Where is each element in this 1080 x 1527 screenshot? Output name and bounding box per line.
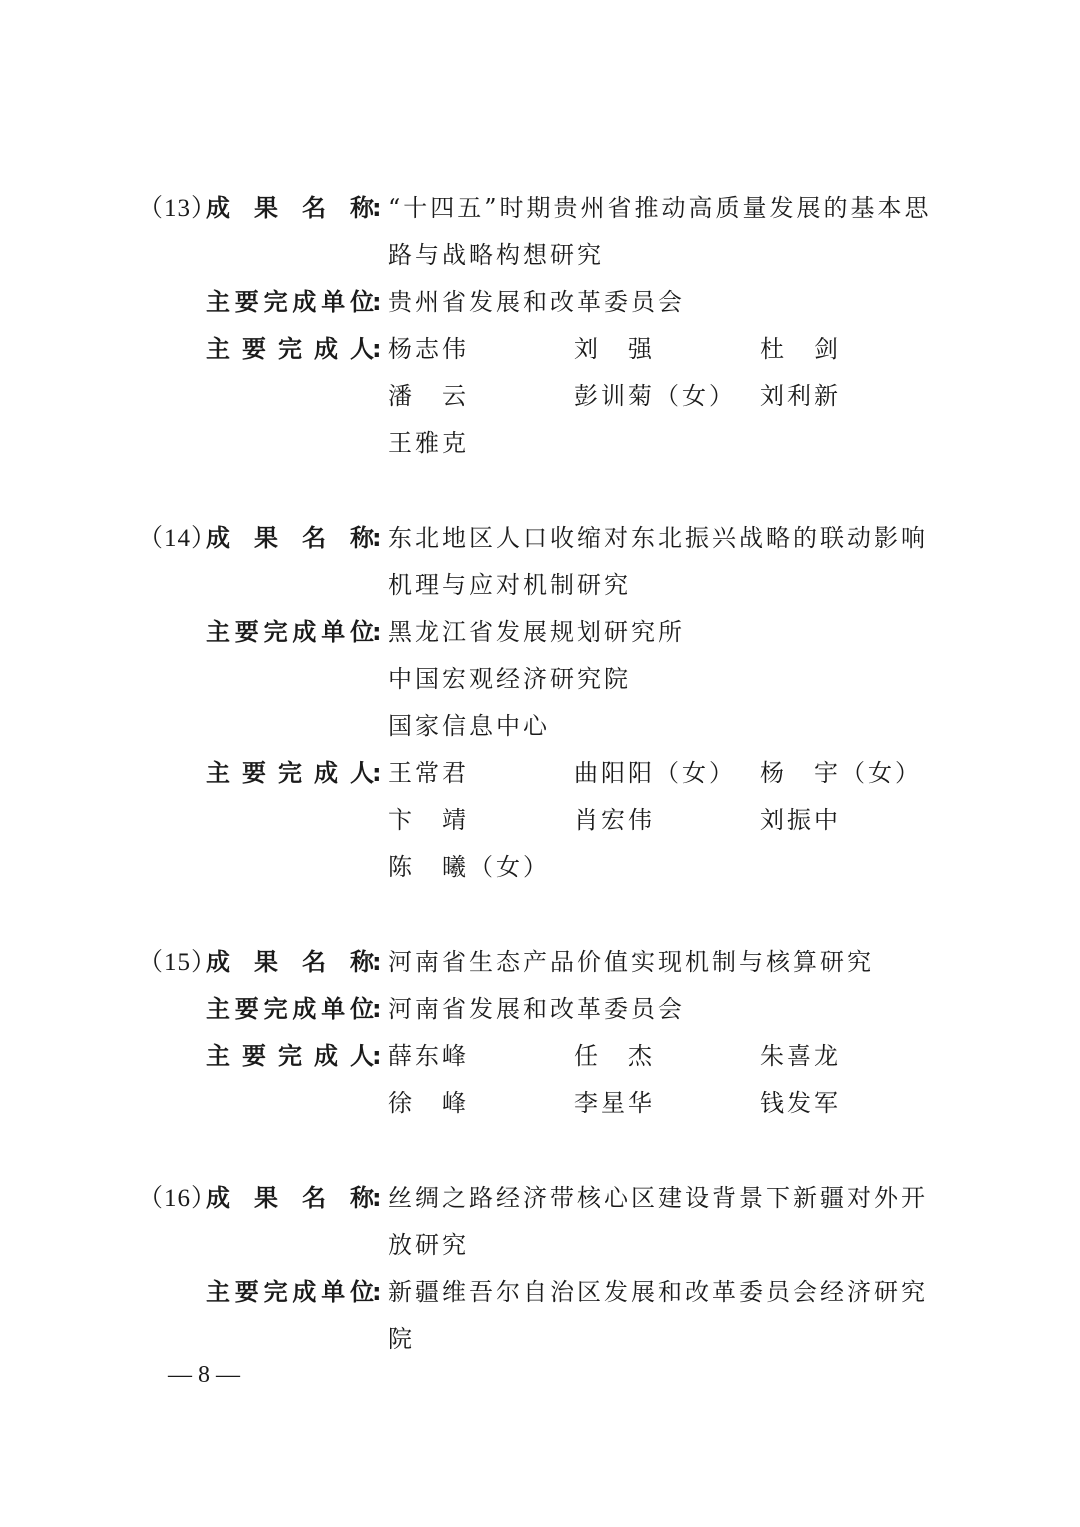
name-label: 成果名称 [206, 524, 374, 552]
colon: : [372, 995, 382, 1023]
unit-label: 主要完成单位 [206, 995, 374, 1023]
person-name: 薛东峰 [388, 1042, 469, 1070]
unit-name: 国家信息中心 [388, 712, 550, 740]
person-name: 李星华 [574, 1089, 655, 1117]
name-label: 成果名称 [206, 1184, 374, 1212]
person-name: 潘 云 [388, 382, 469, 410]
entry-number: （15） [138, 949, 218, 976]
person-name: 杜 剑 [760, 335, 841, 363]
colon: : [372, 948, 382, 976]
person-name: 刘振中 [760, 806, 841, 834]
colon: : [372, 618, 382, 646]
achievement-name: 东北地区人口收缩对东北振兴战略的联动影响机理与应对机制研究 [388, 524, 928, 599]
unit-label: 主要完成单位 [206, 288, 374, 316]
achievement-name: “十四五”时期贵州省推动高质量发展的基本思路与战略构想研究 [388, 194, 932, 269]
person-name: 曲阳阳（女） [574, 759, 736, 787]
unit-name: 中国宏观经济研究院 [388, 665, 631, 693]
people-row [0, 1033, 1080, 1080]
unit-name: 贵州省发展和改革委员会 [388, 288, 685, 316]
colon: : [372, 759, 382, 787]
person-name: 卞 靖 [388, 806, 469, 834]
colon: : [372, 1184, 382, 1212]
unit-name: 黑龙江省发展规划研究所 [388, 618, 685, 646]
people-row [0, 373, 1080, 420]
entry-number: （14） [138, 525, 218, 552]
name-label: 成果名称 [206, 948, 374, 976]
unit-label: 主要完成单位 [206, 618, 374, 646]
people-row [0, 750, 1080, 797]
achievement-name: 河南省生态产品价值实现机制与核算研究 [388, 948, 874, 976]
person-name: 徐 峰 [388, 1089, 469, 1117]
person-name: 王雅克 [388, 429, 469, 457]
entry-number: （16） [138, 1185, 218, 1212]
unit-name: 新疆维吾尔自治区发展和改革委员会经济研究院 [388, 1278, 928, 1353]
person-name: 杨 宇（女） [760, 759, 922, 787]
person-name: 陈 曦（女） [388, 853, 550, 881]
person-name: 肖宏伟 [574, 806, 655, 834]
person-name: 杨志伟 [388, 335, 469, 363]
people-row [0, 797, 1080, 844]
colon: : [372, 335, 382, 363]
person-name: 刘 强 [574, 335, 655, 363]
people-row [0, 326, 1080, 373]
person-name: 刘利新 [760, 382, 841, 410]
entry-number: （13） [138, 195, 218, 222]
people-row [0, 1080, 1080, 1127]
page-number: — 8 — [168, 1362, 240, 1388]
colon: : [372, 1278, 382, 1306]
name-label: 成果名称 [206, 194, 374, 222]
person-name: 朱喜龙 [760, 1042, 841, 1070]
person-name: 任 杰 [574, 1042, 655, 1070]
person-name: 王常君 [388, 759, 469, 787]
colon: : [372, 524, 382, 552]
person-label: 主要完成人 [206, 759, 374, 787]
people-row [0, 844, 1080, 891]
unit-name: 河南省发展和改革委员会 [388, 995, 685, 1023]
people-row [0, 420, 1080, 467]
person-name: 彭训菊（女） [574, 382, 736, 410]
colon: : [372, 194, 382, 222]
person-name: 钱发军 [760, 1089, 841, 1117]
person-label: 主要完成人 [206, 1042, 374, 1070]
colon: : [372, 288, 382, 316]
achievement-name: 丝绸之路经济带核心区建设背景下新疆对外开放研究 [388, 1184, 928, 1259]
person-label: 主要完成人 [206, 335, 374, 363]
unit-label: 主要完成单位 [206, 1278, 374, 1306]
colon: : [372, 1042, 382, 1070]
